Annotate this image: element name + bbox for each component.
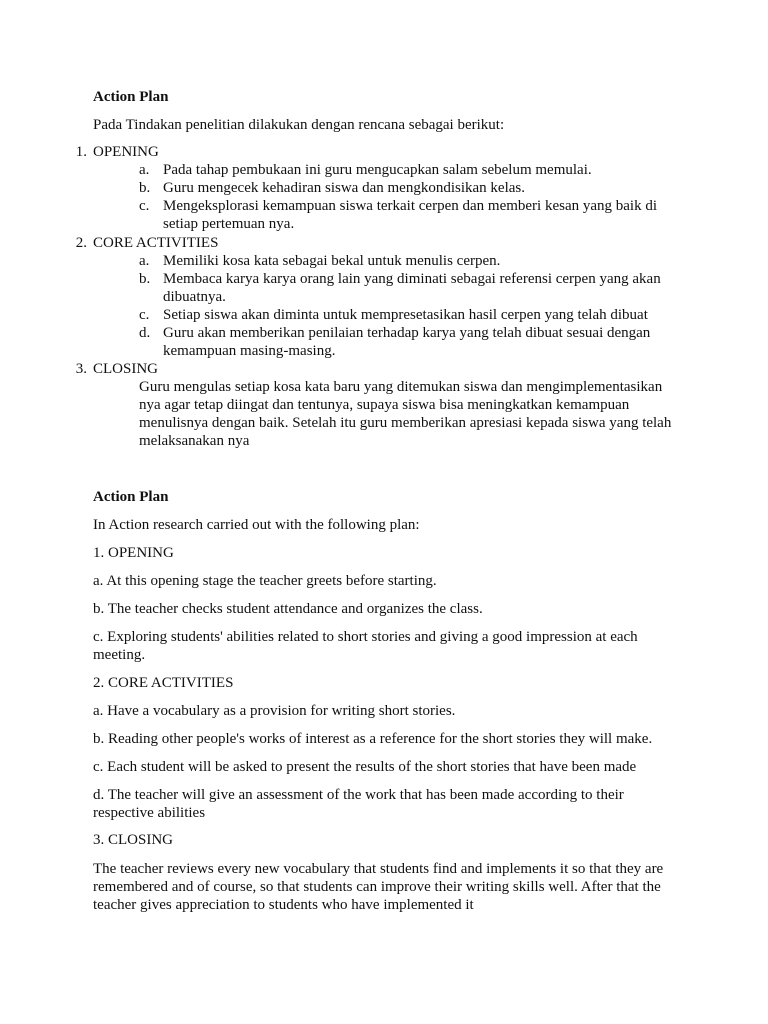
list-label: CLOSING — [93, 361, 159, 377]
list-label: OPENING — [93, 144, 159, 160]
id-section-intro: Pada Tindakan penelitian dilakukan dengan rencana sebagai berikut: — [93, 117, 505, 133]
en-line: 3. CLOSING — [93, 832, 174, 848]
list-letter: d. — [139, 325, 151, 341]
list-text: Guru akan memberikan penilaian terhadap karya yang telah dibuat sesuai dengan kemampuan masing-masing. — [163, 325, 651, 359]
list-number: 3. — [75, 361, 87, 377]
en-line: 1. OPENING — [93, 545, 174, 561]
list-letter: c. — [139, 307, 150, 323]
en-line: b. The teacher checks student attendance and organizes the class. — [93, 601, 483, 617]
list-text: Membaca karya karya orang lain yang diminati sebagai referensi cerpen yang akan dibuatnya. — [163, 271, 661, 305]
en-line: The teacher reviews every new vocabulary that students find and implements it so that they are remembered and of course, so that students can improve their writing skills well. After that the teacher gives appreciation to students who have implemented it — [93, 861, 664, 913]
en-line: 2. CORE ACTIVITIES — [93, 675, 234, 691]
list-text: Setiap siswa akan diminta untuk mempresetasikan hasil cerpen yang telah dibuat — [163, 307, 648, 323]
list-text: Mengeksplorasi kemampuan siswa terkait cerpen dan memberi kesan yang baik di setiap pertemuan nya. — [163, 198, 658, 232]
en-line: d. The teacher will give an assessment of the work that has been made according to their respective abilities — [93, 787, 624, 821]
en-section-title: Action Plan — [93, 489, 169, 505]
list-label: CORE ACTIVITIES — [93, 235, 219, 251]
list-letter: b. — [139, 271, 151, 287]
en-line: a. At this opening stage the teacher greets before starting. — [93, 573, 437, 589]
list-text: Memiliki kosa kata sebagai bekal untuk menulis cerpen. — [163, 253, 501, 269]
list-number: 1. — [75, 144, 87, 160]
en-line: a. Have a vocabulary as a provision for writing short stories. — [93, 703, 456, 719]
id-section-title: Action Plan — [93, 89, 169, 105]
closing-paragraph: Guru mengulas setiap kosa kata baru yang ditemukan siswa dan mengimplementasikan nya agar tetap diingat dan tentunya, supaya siswa bisa meningkatkan kemampuan menulisnya dengan baik. Setelah itu guru memberikan apresiasi kepada siswa yang telah melaksanakan nya — [139, 379, 672, 449]
list-number: 2. — [75, 235, 87, 251]
list-text: Guru mengecek kehadiran siswa dan mengkondisikan kelas. — [163, 180, 525, 196]
en-section-intro: In Action research carried out with the following plan: — [93, 517, 420, 533]
list-text: Pada tahap pembukaan ini guru mengucapkan salam sebelum memulai. — [163, 162, 592, 178]
en-line: c. Exploring students' abilities related to short stories and giving a good impression at each meeting. — [93, 629, 638, 663]
en-line: b. Reading other people's works of interest as a reference for the short stories they will make. — [93, 731, 653, 747]
list-letter: a. — [139, 253, 150, 269]
en-line: c. Each student will be asked to present the results of the short stories that have been made — [93, 759, 637, 775]
list-letter: c. — [139, 198, 150, 214]
list-letter: a. — [139, 162, 150, 178]
list-letter: b. — [139, 180, 151, 196]
